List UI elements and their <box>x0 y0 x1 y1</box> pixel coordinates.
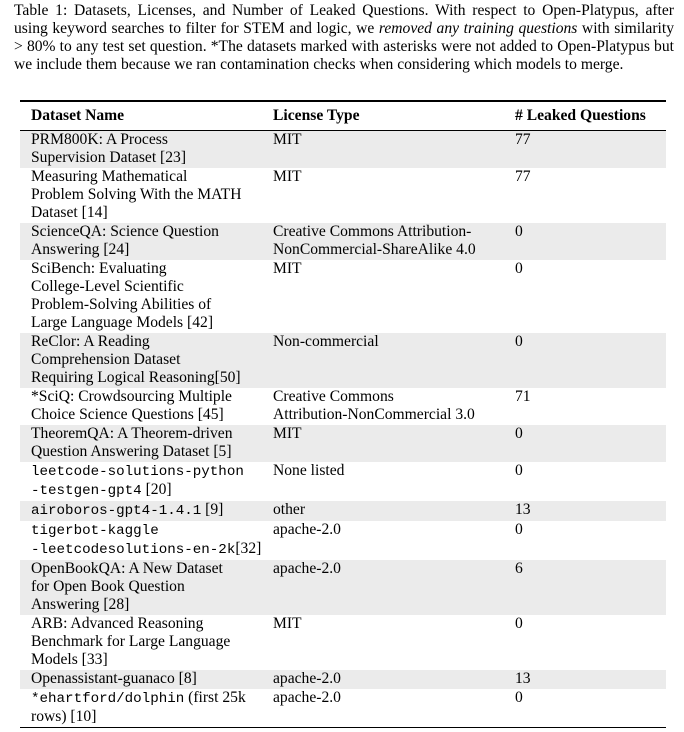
table-row <box>20 260 666 333</box>
table-row <box>20 521 666 560</box>
leaked-count-cell: 77 <box>515 131 531 148</box>
dataset-name-text: PRM800K: A Process <box>31 131 168 148</box>
dataset-name-cell <box>20 131 273 169</box>
dataset-name-text: -leetcodesolutions-en-2k <box>31 542 236 558</box>
dataset-name-text: rows) [10] <box>31 708 97 725</box>
license-text: apache-2.0 <box>273 560 341 577</box>
dataset-name-line <box>31 651 273 669</box>
dataset-name-text: [20] <box>141 481 172 498</box>
dataset-name-line <box>31 425 273 443</box>
license-cell <box>273 462 515 501</box>
dataset-name-line <box>31 241 273 259</box>
dataset-name-text: for Open Book Question <box>31 578 185 595</box>
license-text: None listed <box>273 462 345 479</box>
dataset-name-text: Large Language Models [42] <box>31 314 214 331</box>
dataset-name-line <box>31 314 273 332</box>
leaked-count-cell: 0 <box>515 223 523 240</box>
license-cell <box>273 521 515 560</box>
dataset-name-cell <box>20 223 273 260</box>
dataset-name-text: airoboros-gpt4-1.4.1 <box>31 503 202 519</box>
dataset-name-line <box>31 388 273 406</box>
license-cell <box>273 223 515 260</box>
license-text: MIT <box>273 168 302 185</box>
license-text: apache-2.0 <box>273 670 341 687</box>
license-text: MIT <box>273 260 302 277</box>
dataset-name-line <box>31 149 273 167</box>
dataset-name-text: Requiring Logical Reasoning[50] <box>31 369 241 386</box>
table-row <box>20 425 666 462</box>
dataset-name-text: Problem-Solving Abilities of <box>31 296 212 313</box>
dataset-name-line <box>31 278 273 296</box>
license-text: apache-2.0 <box>273 689 341 706</box>
dataset-name-text: [9] <box>201 501 224 518</box>
leaked-count-cell: 0 <box>515 260 523 277</box>
dataset-name-text: Question Answering Dataset [5] <box>31 443 232 460</box>
license-text: MIT <box>273 615 302 632</box>
dataset-name-text: Answering [28] <box>31 596 130 613</box>
table-row <box>20 388 666 425</box>
table-caption <box>14 2 674 74</box>
dataset-name-text: ReClor: A Reading <box>31 333 150 350</box>
dataset-name-cell <box>20 462 273 501</box>
dataset-name-text: tigerbot-kaggle <box>31 523 159 539</box>
license-text: Creative Commons <box>273 388 394 405</box>
dataset-name-text: [32] <box>235 540 262 557</box>
dataset-name-line <box>31 351 273 369</box>
dataset-name-text: *SciQ: Crowdsourcing Multiple <box>31 388 232 405</box>
dataset-name-line <box>31 596 273 614</box>
license-text: MIT <box>273 425 302 442</box>
dataset-name-line <box>31 540 273 559</box>
dataset-name-text: College-Level Scientific <box>31 278 184 295</box>
dataset-name-cell <box>20 501 273 521</box>
table-row <box>20 615 666 670</box>
leaked-count-cell: 0 <box>515 333 523 350</box>
table-row <box>20 689 666 728</box>
dataset-name-cell <box>20 670 273 689</box>
license-cell <box>273 501 515 521</box>
dataset-name-line <box>31 462 273 481</box>
table-row <box>20 670 666 689</box>
license-text: MIT <box>273 131 302 148</box>
dataset-name-text: OpenBookQA: A New Dataset <box>31 560 223 577</box>
dataset-name-line <box>31 260 273 278</box>
leaked-count-cell: 0 <box>515 521 523 538</box>
license-text: Creative Commons Attribution- <box>273 223 472 240</box>
table-header-row <box>20 101 666 131</box>
dataset-name-text: TheoremQA: A Theorem-driven <box>31 425 233 442</box>
dataset-name-line <box>31 168 273 186</box>
dataset-name-line <box>31 223 273 241</box>
dataset-name-text: ScienceQA: Science Question <box>31 223 219 240</box>
dataset-name-text: Problem Solving With the MATH <box>31 186 242 203</box>
dataset-name-text: Openassistant-guanaco [8] <box>31 670 197 687</box>
leaked-count-cell: 13 <box>515 501 531 518</box>
dataset-name-line <box>31 406 273 424</box>
license-cell <box>273 388 515 425</box>
license-cell <box>273 425 515 462</box>
dataset-name-line <box>31 521 273 540</box>
table-row <box>20 131 666 169</box>
dataset-name-line <box>31 670 273 688</box>
leaked-count-cell: 0 <box>515 689 523 706</box>
dataset-name-text: Comprehension Dataset <box>31 351 181 368</box>
license-cell <box>273 168 515 223</box>
dataset-name-line <box>31 443 273 461</box>
leaked-count-cell: 71 <box>515 388 531 405</box>
dataset-name-cell <box>20 260 273 333</box>
dataset-name-text: SciBench: Evaluating <box>31 260 167 277</box>
dataset-name-cell <box>20 388 273 425</box>
dataset-name-text: ARB: Advanced Reasoning <box>31 615 204 632</box>
leaked-count-cell: 13 <box>515 670 531 687</box>
dataset-name-line <box>31 689 273 708</box>
dataset-name-text: -testgen-gpt4 <box>31 483 142 499</box>
license-text: other <box>273 501 306 518</box>
license-text: apache-2.0 <box>273 521 341 538</box>
dataset-name-line <box>31 204 273 222</box>
caption-emphasis: removed any training questions <box>378 20 578 37</box>
license-cell <box>273 670 515 689</box>
dataset-name-text: (first 25k <box>184 689 246 706</box>
dataset-name-cell <box>20 425 273 462</box>
dataset-name-line <box>31 578 273 596</box>
dataset-name-text: Supervision Dataset [23] <box>31 149 187 166</box>
license-text: Attribution-NonCommercial 3.0 <box>273 406 475 423</box>
dataset-name-line <box>31 501 273 520</box>
dataset-name-line <box>31 333 273 351</box>
license-text: Non-commercial <box>273 333 379 350</box>
dataset-name-text: Choice Science Questions [45] <box>31 406 224 423</box>
table-row <box>20 333 666 388</box>
dataset-name-line <box>31 560 273 578</box>
dataset-name-cell <box>20 521 273 560</box>
dataset-name-cell <box>20 333 273 388</box>
dataset-name-cell <box>20 689 273 728</box>
leaked-count-cell: 77 <box>515 168 531 185</box>
dataset-name-line <box>31 708 273 726</box>
dataset-name-text: Benchmark for Large Language <box>31 633 231 650</box>
leaked-count-cell: 0 <box>515 615 523 632</box>
dataset-name-line <box>31 481 273 500</box>
table-row <box>20 168 666 223</box>
leaked-count-cell: 6 <box>515 560 523 577</box>
table-row <box>20 462 666 501</box>
table-row <box>20 560 666 615</box>
dataset-name-line <box>31 131 273 149</box>
dataset-name-text: leetcode-solutions-python <box>31 464 244 480</box>
dataset-name-line <box>31 633 273 651</box>
table-row <box>20 501 666 521</box>
leaked-count-cell: 0 <box>515 425 523 442</box>
leaked-count-cell: 0 <box>515 462 523 479</box>
dataset-name-cell <box>20 615 273 670</box>
table-row <box>20 223 666 260</box>
caption-text-cont: with similarity > 80% to any test set question. *The datasets marked with asterisks were not added to Open-Platypus but we include them because we ran contamination checks when considering which models to merge. <box>14 20 674 73</box>
dataset-name-cell <box>20 560 273 615</box>
header-leaked-questions: # Leaked Questions <box>515 107 646 124</box>
license-cell <box>273 560 515 615</box>
license-cell <box>273 333 515 388</box>
dataset-name-text: Dataset [14] <box>31 204 108 221</box>
dataset-name-line <box>31 615 273 633</box>
header-dataset-name: Dataset Name <box>31 107 125 124</box>
dataset-name-cell <box>20 168 273 223</box>
dataset-name-text: Measuring Mathematical <box>31 168 188 185</box>
datasets-table <box>20 100 666 728</box>
license-cell <box>273 615 515 670</box>
header-license-type: License Type <box>273 107 360 124</box>
dataset-name-text: *ehartford/dolphin <box>31 691 185 707</box>
dataset-name-line <box>31 369 273 387</box>
caption-text: Table 1: Datasets, Licenses, and Number of Leaked Questions. With respect to Open-Platypus, after using keyword searches to filter for STEM and logic, we <box>14 2 674 37</box>
dataset-name-line <box>31 296 273 314</box>
license-cell <box>273 260 515 333</box>
license-cell <box>273 131 515 169</box>
license-text: NonCommercial-ShareAlike 4.0 <box>273 241 476 258</box>
dataset-name-line <box>31 186 273 204</box>
dataset-name-text: Models [33] <box>31 651 108 668</box>
license-cell <box>273 689 515 728</box>
dataset-name-text: Answering [24] <box>31 241 130 258</box>
